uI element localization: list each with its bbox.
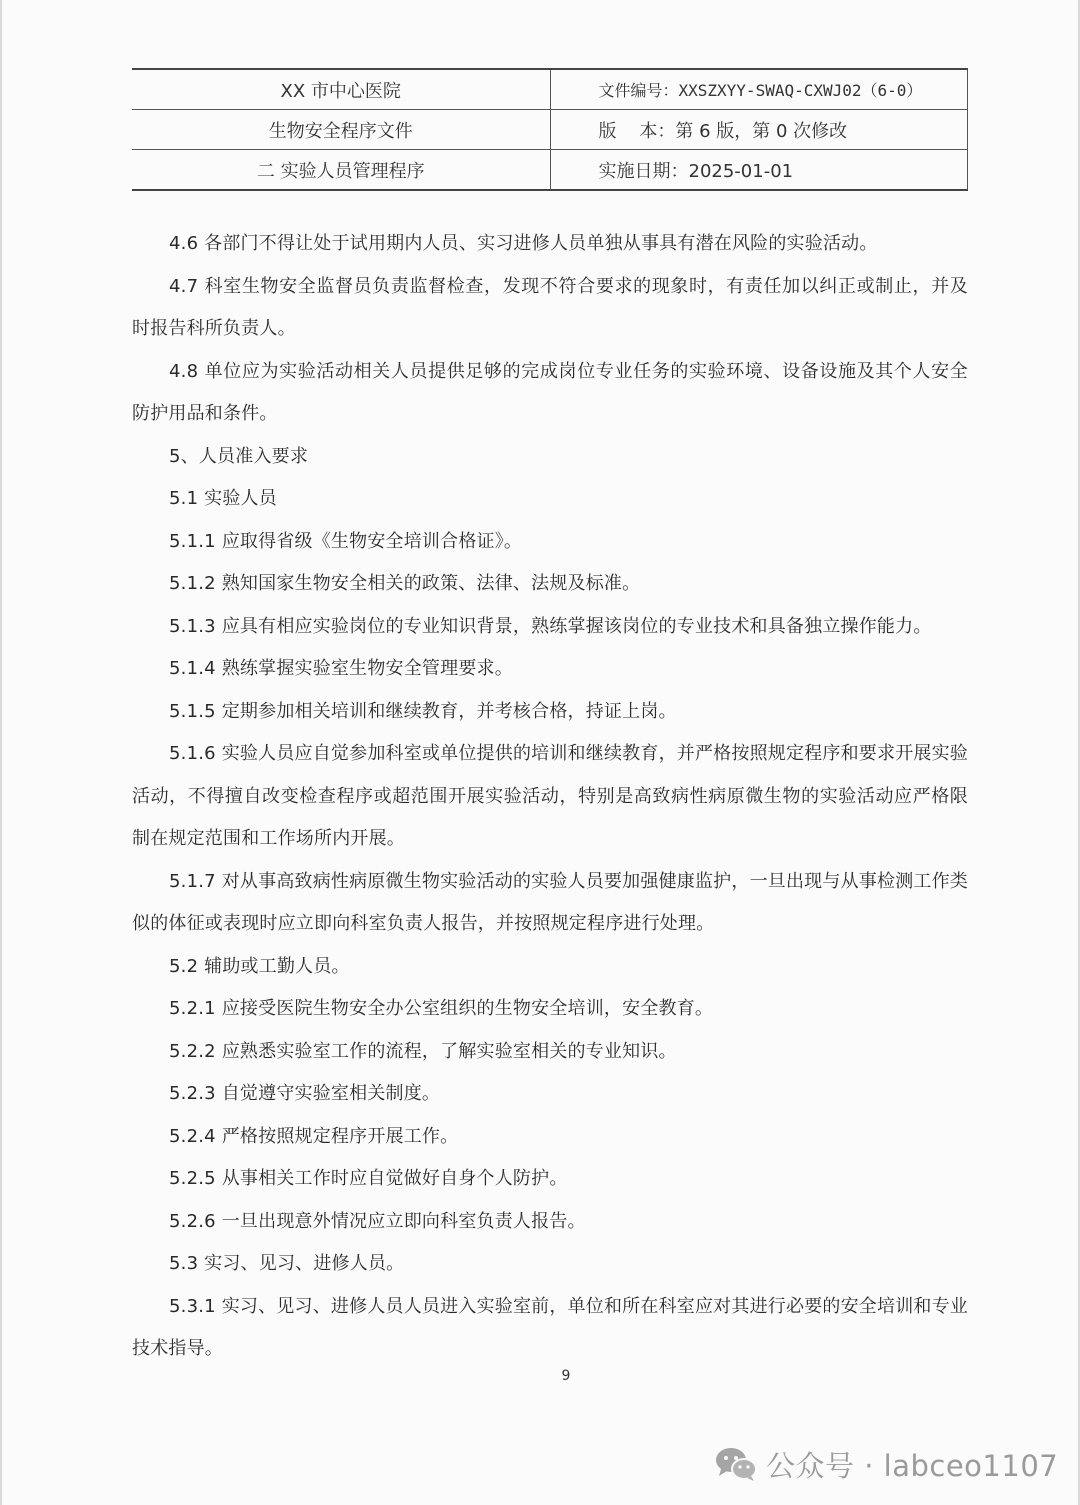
paragraph: 5.1.7 对从事高致病性病原微生物实验活动的实验人员要加强健康监护，一旦出现与从事检测工作类似的体征或表现时应立即向科室负责人报告，并按照规定程序进行处理。 bbox=[132, 870, 968, 934]
paragraph: 5.1.3 应具有相应实验岗位的专业知识背景，熟练掌握该岗位的专业技术和具备独立操作能力。 bbox=[169, 615, 932, 637]
watermark bbox=[714, 1442, 1058, 1486]
paragraph: 4.8 单位应为实验活动相关人员提供足够的完成岗位专业任务的实验环境、设备设施及其个人安全防护用品和条件。 bbox=[132, 360, 968, 424]
effective-date: 实施日期：2025-01-01 bbox=[550, 150, 968, 191]
paragraph: 5.2.1 应接受医院生物安全办公室组织的生物安全培训，安全教育。 bbox=[169, 998, 714, 1019]
header-row bbox=[132, 69, 968, 110]
subsection-heading: 5.1 实验人员 bbox=[169, 488, 277, 509]
section-heading: 5、人员准入要求 bbox=[169, 445, 309, 467]
paragraph: 5.2.3 自觉遵守实验室相关制度。 bbox=[169, 1083, 441, 1104]
paragraph: 5.1.6 实验人员应自觉参加科室或单位提供的培训和继续教育，并严格按照规定程序和要求开展实验活动，不得擅自改变检查程序或超范围开展实验活动，特别是高致病性病原微生物的实验活动应严格限制在规定范围和工作场所内开展。 bbox=[132, 743, 968, 849]
paragraph: 5.2.2 应熟悉实验室工作的流程，了解实验室相关的专业知识。 bbox=[169, 1040, 677, 1062]
document-body bbox=[132, 223, 968, 1371]
document-header-table bbox=[132, 68, 968, 191]
document-version: 版 本：第 6 版，第 0 次修改 bbox=[550, 110, 968, 150]
watermark-text: 公众号 · labceo1107 bbox=[766, 1448, 1059, 1483]
document-page bbox=[2, 0, 1078, 1505]
paragraph: 5.1.2 熟知国家生物安全相关的政策、法律、法规及标准。 bbox=[169, 573, 641, 594]
procedure-title: 二 实验人员管理程序 bbox=[132, 150, 550, 191]
page-number: 9 bbox=[561, 1368, 571, 1384]
header-row bbox=[132, 150, 968, 191]
wechat-icon bbox=[714, 1446, 758, 1482]
paragraph: 4.6 各部门不得让处于试用期内人员、实习进修人员单独从事具有潜在风险的实验活动。 bbox=[169, 233, 878, 254]
document-type: 生物安全程序文件 bbox=[132, 110, 550, 150]
paragraph: 5.1.1 应取得省级《生物安全培训合格证》。 bbox=[169, 530, 523, 552]
document-number: 文件编号：XXSZXYY-SWAQ-CXWJ02（6-0） bbox=[550, 69, 968, 110]
paragraph: 5.1.4 熟练掌握实验室生物安全管理要求。 bbox=[169, 658, 513, 679]
header-row bbox=[132, 110, 968, 150]
paragraph: 5.1.5 定期参加相关培训和继续教育，并考核合格，持证上岗。 bbox=[169, 700, 677, 722]
hospital-name: XX 市中心医院 bbox=[132, 69, 550, 110]
paragraph: 5.2.6 一旦出现意外情况应立即向科室负责人报告。 bbox=[169, 1210, 586, 1232]
subsection-heading: 5.3 实习、见习、进修人员。 bbox=[169, 1253, 405, 1274]
paragraph: 5.2.5 从事相关工作时应自觉做好自身个人防护。 bbox=[169, 1168, 568, 1189]
paragraph: 5.3.1 实习、见习、进修人员人员进入实验室前，单位和所在科室应对其进行必要的安全培训和专业技术指导。 bbox=[132, 1295, 968, 1359]
paragraph: 5.2.4 严格按照规定程序开展工作。 bbox=[169, 1125, 459, 1147]
paragraph: 4.7 科室生物安全监督员负责监督检查，发现不符合要求的现象时，有责任加以纠正或制止，并及时报告科所负责人。 bbox=[132, 275, 968, 339]
subsection-heading: 5.2 辅助或工勤人员。 bbox=[169, 955, 350, 977]
